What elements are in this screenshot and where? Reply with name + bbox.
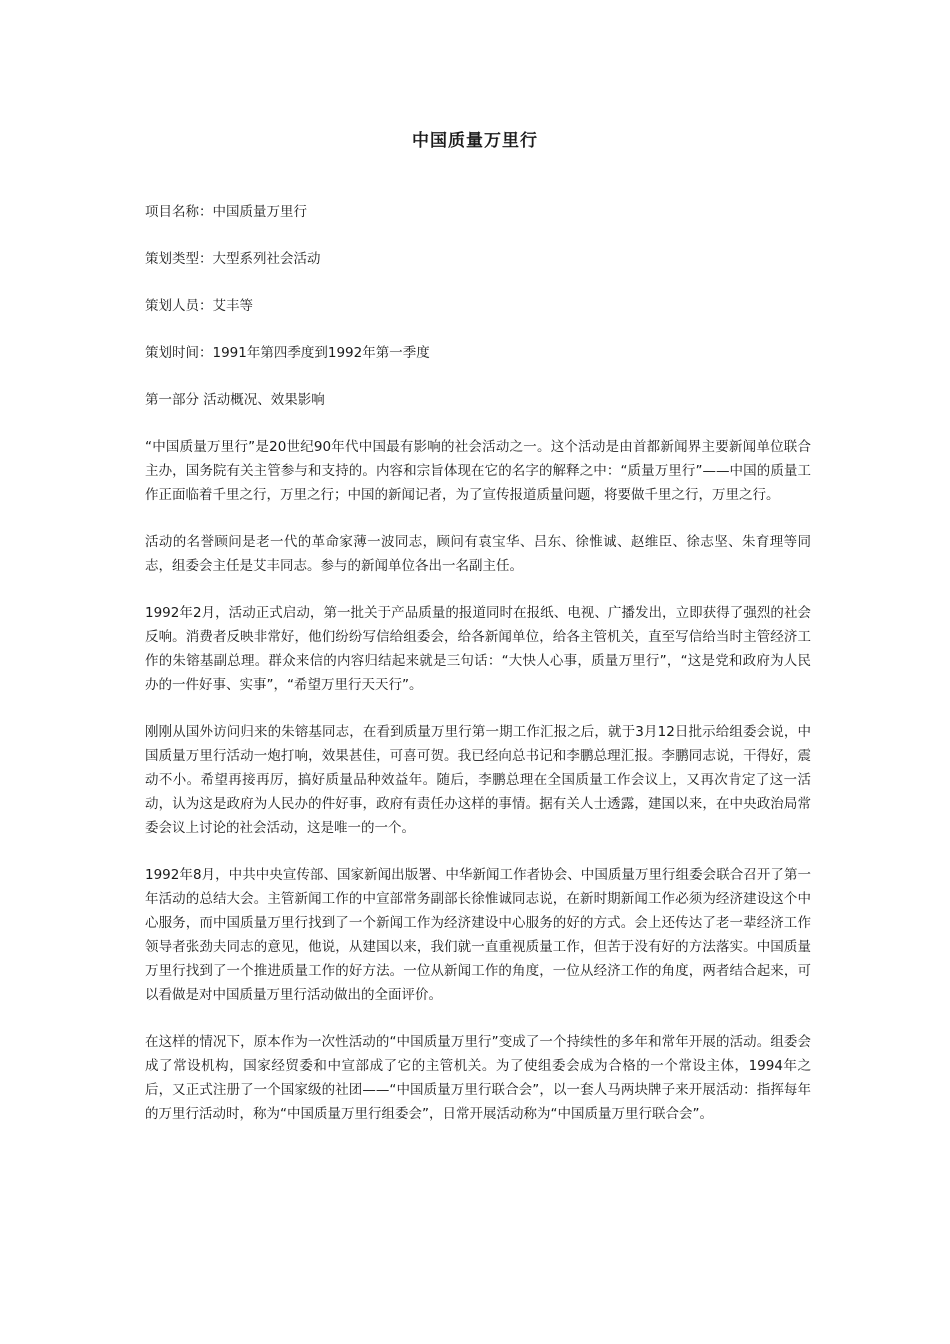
paragraph: 刚刚从国外访问归来的朱镕基同志，在看到质量万里行第一期工作汇报之后，就于3月12日批示给组委会说，中国质量万里行活动一炮打响，效果甚佳，可喜可贺。我已经向总书记和李鹏总理汇报。李鹏同志说，干得好，震动不小。希望再接再厉，搞好质量品种效益年。随后，李鹏总理在全国质量工作会议上，又再次肯定了这一活动，认为这是政府为人民办的件好事，政府有责任办这样的事情。据有关人士透露，建国以来，在中央政治局常委会议上讨论的社会活动，这是唯一的一个。 xyxy=(145,724,811,836)
paragraph: 1992年2月，活动正式启动，第一批关于产品质量的报道同时在报纸、电视、广播发出，立即获得了强烈的社会反响。消费者反映非常好，他们纷纷写信给组委会，给各新闻单位，给各主管机关，直至写信给当时主管经济工作的朱镕基副总理。群众来信的内容归结起来就是三句话：“大快人心事，质量万里行”，“这是党和政府为人民办的一件好事、实事”，“希望万里行天天行”。 xyxy=(145,605,811,693)
section-heading: 第一部分 活动概况、效果影响 xyxy=(145,392,325,408)
document-body xyxy=(145,200,811,1149)
paragraph: 在这样的情况下，原本作为一次性活动的“中国质量万里行”变成了一个持续性的多年和常年开展的活动。组委会成了常设机构，国家经贸委和中宣部成了它的主管机关。为了使组委会成为合格的一个常设主体，1994年之后，又正式注册了一个国家级的社团——“中国质量万里行联合会”，以一套人马两块牌子来开展活动：指挥每年的万里行活动时，称为“中国质量万里行组委会”，日常开展活动称为“中国质量万里行联合会”。 xyxy=(145,1034,811,1122)
plan-time-line: 策划时间：1991年第四季度到1992年第一季度 xyxy=(145,345,430,361)
project-name-line: 项目名称：中国质量万里行 xyxy=(145,204,307,220)
paragraph: “中国质量万里行”是20世纪90年代中国最有影响的社会活动之一。这个活动是由首都新闻界主要新闻单位联合主办，国务院有关主管参与和支持的。内容和宗旨体现在它的名字的解释之中：“质量万里行”——中国的质量工作正面临着千里之行，万里之行；中国的新闻记者，为了宣传报道质量问题，将要做千里之行，万里之行。 xyxy=(145,439,811,503)
plan-type-line: 策划类型：大型系列社会活动 xyxy=(145,251,321,267)
paragraph: 活动的名誉顾问是老一代的革命家薄一波同志，顾问有袁宝华、吕东、徐惟诚、赵维臣、徐志坚、朱育理等同志，组委会主任是艾丰同志。参与的新闻单位各出一名副主任。 xyxy=(145,534,811,574)
paragraph: 1992年8月，中共中央宣传部、国家新闻出版署、中华新闻工作者协会、中国质量万里行组委会联合召开了第一年活动的总结大会。主管新闻工作的中宣部常务副部长徐惟诚同志说，在新时期新闻工作必须为经济建设这个中心服务，而中国质量万里行找到了一个新闻工作为经济建设中心服务的好的方式。会上还传达了老一辈经济工作领导者张劲夫同志的意见，他说，从建国以来，我们就一直重视质量工作，但苦于没有好的方法落实。中国质量万里行找到了一个推进质量工作的好方法。一位从新闻工作的角度，一位从经济工作的角度，两者结合起来，可以看做是对中国质量万里行活动做出的全面评价。 xyxy=(145,867,811,1003)
planners-line: 策划人员：艾丰等 xyxy=(145,298,253,314)
document-title: 中国质量万里行 xyxy=(412,131,538,151)
